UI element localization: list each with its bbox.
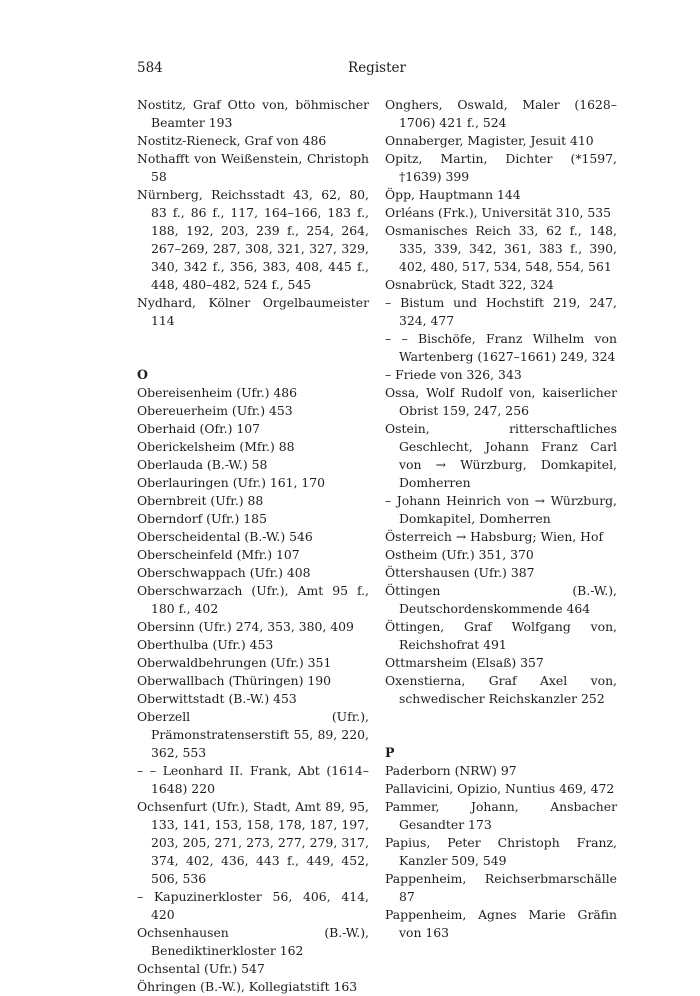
index-entry: – – Leonhard II. Frank, Abt (1614–1648) 220 xyxy=(137,763,369,796)
index-entry: Ottmarsheim (Elsaß) 357 xyxy=(385,655,544,670)
index-entry: Oberzell (Ufr.), Prämonstratenserstift 55, 89, 220, 362, 553 xyxy=(137,709,369,760)
page-number: 584 xyxy=(137,60,163,76)
section-spacer xyxy=(137,348,369,366)
index-entry: Opitz, Martin, Dichter (*1597, †1639) 399 xyxy=(385,151,617,184)
index-entry: Öttershausen (Ufr.) 387 xyxy=(385,565,535,580)
index-entry: Oberschwarzach (Ufr.), Amt 95 f., 180 f., 402 xyxy=(137,583,369,616)
index-entry: – Bistum und Hochstift 219, 247, 324, 477 xyxy=(385,295,617,328)
index-entry: Pammer, Johann, Ansbacher Gesandter 173 xyxy=(385,799,617,832)
index-entry: Pallavicini, Opizio, Nuntius 469, 472 xyxy=(385,781,615,796)
index-entry: Onghers, Oswald, Maler (1628–1706) 421 f., 524 xyxy=(385,97,617,130)
index-entry: Ochsenhausen (B.-W.), Benediktinerkloster 162 xyxy=(137,925,369,958)
index-entry: Obereuerheim (Ufr.) 453 xyxy=(137,403,293,418)
index-entry: Oberthulba (Ufr.) 453 xyxy=(137,637,274,652)
index-entry: Ostheim (Ufr.) 351, 370 xyxy=(385,547,534,562)
index-entry: Ostein, ritterschaftliches Geschlecht, Johann Franz Carl von → Würzburg, Domkapitel, Domherren xyxy=(385,421,617,490)
index-entry: Oberwallbach (Thüringen) 190 xyxy=(137,673,332,688)
index-entry: Oberwittstadt (B.-W.) 453 xyxy=(137,691,297,706)
index-entry: Ossa, Wolf Rudolf von, kaiserlicher Obrist 159, 247, 256 xyxy=(385,385,617,418)
index-entry: Papius, Peter Christoph Franz, Kanzler 509, 549 xyxy=(385,835,617,868)
index-entry: Obereisenheim (Ufr.) 486 xyxy=(137,385,298,400)
index-entry: – Friede von 326, 343 xyxy=(385,367,522,382)
index-entry: Pappenheim, Reichserbmarschälle 87 xyxy=(385,871,617,904)
index-entry: Oberndorf (Ufr.) 185 xyxy=(137,511,267,526)
section-letter-heading: O xyxy=(137,367,148,382)
index-entry: Onnaberger, Magister, Jesuit 410 xyxy=(385,133,594,148)
index-entry: Nostitz-Rieneck, Graf von 486 xyxy=(137,133,327,148)
index-entry: – Johann Heinrich von → Würzburg, Domkapitel, Domherren xyxy=(385,493,617,526)
section-spacer xyxy=(385,708,617,726)
section-spacer xyxy=(137,330,369,348)
index-entry: – Kapuzinerkloster 56, 406, 414, 420 xyxy=(137,889,369,922)
index-entry: Oberschwappach (Ufr.) 408 xyxy=(137,565,311,580)
index-entry: Nostitz, Graf Otto von, böhmischer Beamter 193 xyxy=(137,97,369,130)
index-entry: Nydhard, Kölner Orgelbaumeister 114 xyxy=(137,295,369,328)
page-header xyxy=(137,60,617,80)
index-column-left xyxy=(137,96,369,996)
index-entry: Oxenstierna, Graf Axel von, schwedischer Reichskanzler 252 xyxy=(385,673,617,706)
index-entry: Öttingen (B.-W.), Deutschordenskommende 464 xyxy=(385,583,617,616)
index-entry: Oberlauda (B.-W.) 58 xyxy=(137,457,268,472)
index-entry: Österreich → Habsburg; Wien, Hof xyxy=(385,529,604,544)
section-letter-heading: P xyxy=(385,745,395,760)
section-spacer xyxy=(385,726,617,744)
index-entry: Obersinn (Ufr.) 274, 353, 380, 409 xyxy=(137,619,354,634)
index-entry: Oberlauringen (Ufr.) 161, 170 xyxy=(137,475,326,490)
index-entry: Öpp, Hauptmann 144 xyxy=(385,187,521,202)
index-entry: Nothafft von Weißenstein, Christoph 58 xyxy=(137,151,369,184)
index-entry: – – Bischöfe, Franz Wilhelm von Wartenberg (1627–1661) 249, 324 xyxy=(385,331,617,364)
index-entry: Osmanisches Reich 33, 62 f., 148, 335, 339, 342, 361, 383 f., 390, 402, 480, 517, 534, 548, 554, 561 xyxy=(385,223,617,274)
index-entry: Osnabrück, Stadt 322, 324 xyxy=(385,277,554,292)
index-column-right xyxy=(385,96,617,942)
index-entry: Nürnberg, Reichsstadt 43, 62, 80, 83 f., 86 f., 117, 164–166, 183 f., 188, 192, 203, 239 f., 254, 264, 267–269, 287, 308, 321, 327, 329, 340, 342 f., 356, 383, 408, 445 f., 448, 480–482, 524 f., 545 xyxy=(137,187,369,292)
index-entry: Obernbreit (Ufr.) 88 xyxy=(137,493,264,508)
running-title: Register xyxy=(348,60,406,76)
index-entry: Pappenheim, Agnes Marie Gräfin von 163 xyxy=(385,907,617,940)
index-entry: Oberwaldbehrungen (Ufr.) 351 xyxy=(137,655,332,670)
index-entry: Öttingen, Graf Wolfgang von, Reichshofrat 491 xyxy=(385,619,617,652)
index-entry: Oberhaid (Ofr.) 107 xyxy=(137,421,261,436)
index-entry: Ochsental (Ufr.) 547 xyxy=(137,961,265,976)
index-entry: Ochsenfurt (Ufr.), Stadt, Amt 89, 95, 133, 141, 153, 158, 178, 187, 197, 203, 205, 271, 273, 277, 279, 317, 374, 402, 436, 443 f., 449, 452, 506, 536 xyxy=(137,799,369,886)
index-entry: Oberscheinfeld (Mfr.) 107 xyxy=(137,547,300,562)
index-entry: Öhringen (B.-W.), Kollegiatstift 163 xyxy=(137,979,358,994)
index-entry: Oberscheidental (B.-W.) 546 xyxy=(137,529,313,544)
index-entry: Paderborn (NRW) 97 xyxy=(385,763,517,778)
index-entry: Oberickelsheim (Mfr.) 88 xyxy=(137,439,295,454)
index-entry: Orléans (Frk.), Universität 310, 535 xyxy=(385,205,611,220)
